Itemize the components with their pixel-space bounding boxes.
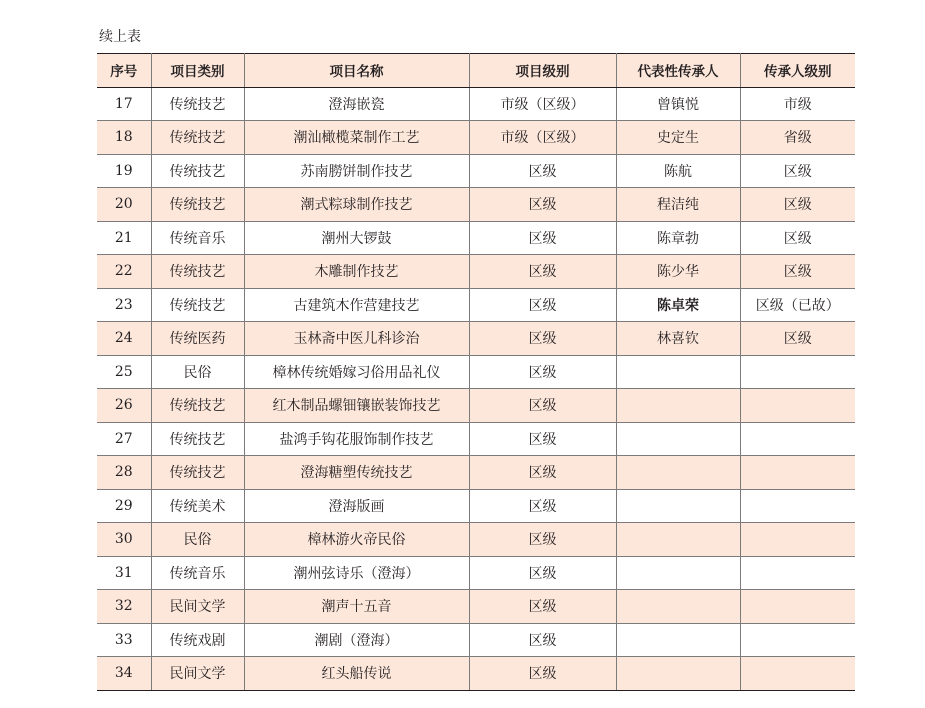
cell-inheritor-level	[740, 389, 855, 423]
cell-category: 民俗	[151, 523, 244, 557]
cell-project-name: 澄海版画	[244, 489, 469, 523]
cell-project-level: 区级	[469, 255, 616, 289]
cell-project-level: 区级	[469, 456, 616, 490]
cell-project-name: 潮汕橄榄菜制作工艺	[244, 121, 469, 155]
cell-index: 31	[97, 556, 151, 590]
cell-category: 传统技艺	[151, 456, 244, 490]
table-body	[97, 87, 855, 690]
cell-category: 民间文学	[151, 590, 244, 624]
cell-inheritor-level	[740, 456, 855, 490]
cell-index: 26	[97, 389, 151, 423]
table-row	[97, 422, 855, 456]
cell-project-name: 古建筑木作营建技艺	[244, 288, 469, 322]
cell-inheritor	[616, 657, 740, 691]
cell-index: 27	[97, 422, 151, 456]
cell-project-level: 区级	[469, 523, 616, 557]
cell-project-level: 区级	[469, 657, 616, 691]
cell-inheritor-level	[740, 489, 855, 523]
cell-category: 传统技艺	[151, 255, 244, 289]
cell-category: 传统音乐	[151, 221, 244, 255]
cell-category: 传统技艺	[151, 422, 244, 456]
cell-project-level: 区级	[469, 623, 616, 657]
cell-project-level: 区级	[469, 590, 616, 624]
cell-inheritor: 陈航	[616, 154, 740, 188]
cell-category: 民间文学	[151, 657, 244, 691]
cell-category: 传统戏剧	[151, 623, 244, 657]
cell-project-level: 区级	[469, 489, 616, 523]
cell-project-name: 樟林游火帝民俗	[244, 523, 469, 557]
cell-index: 20	[97, 188, 151, 222]
cell-inheritor: 陈少华	[616, 255, 740, 289]
cell-index: 22	[97, 255, 151, 289]
cell-inheritor-level	[740, 623, 855, 657]
cell-inheritor-level: 区级	[740, 322, 855, 356]
cell-inheritor	[616, 456, 740, 490]
cell-category: 传统技艺	[151, 154, 244, 188]
cell-inheritor: 曾镇悦	[616, 87, 740, 121]
cell-index: 25	[97, 355, 151, 389]
cell-index: 30	[97, 523, 151, 557]
cell-index: 24	[97, 322, 151, 356]
cell-project-name: 红头船传说	[244, 657, 469, 691]
cell-inheritor-level	[740, 355, 855, 389]
table-row	[97, 523, 855, 557]
cell-inheritor-level: 区级	[740, 221, 855, 255]
header-inheritor: 代表性传承人	[616, 54, 740, 88]
header-project-name: 项目名称	[244, 54, 469, 88]
cell-project-level: 区级	[469, 154, 616, 188]
cell-index: 29	[97, 489, 151, 523]
table-row	[97, 322, 855, 356]
cell-category: 传统技艺	[151, 121, 244, 155]
table-row	[97, 489, 855, 523]
table-row	[97, 556, 855, 590]
cell-inheritor-level	[740, 523, 855, 557]
cell-inheritor	[616, 489, 740, 523]
cell-inheritor: 陈卓荣	[616, 288, 740, 322]
cell-inheritor	[616, 355, 740, 389]
cell-project-name: 澄海糖塑传统技艺	[244, 456, 469, 490]
cell-index: 23	[97, 288, 151, 322]
header-project-level: 项目级别	[469, 54, 616, 88]
cell-project-level: 区级	[469, 322, 616, 356]
table-row	[97, 255, 855, 289]
cell-project-name: 苏南朥饼制作技艺	[244, 154, 469, 188]
cell-inheritor: 林喜钦	[616, 322, 740, 356]
cell-inheritor	[616, 389, 740, 423]
table-row	[97, 389, 855, 423]
cell-category: 传统美术	[151, 489, 244, 523]
cell-category: 民俗	[151, 355, 244, 389]
heritage-table	[97, 53, 855, 691]
cell-category: 传统技艺	[151, 389, 244, 423]
table-row	[97, 288, 855, 322]
cell-category: 传统技艺	[151, 288, 244, 322]
table-row	[97, 657, 855, 691]
table-header-row	[97, 54, 855, 88]
cell-index: 34	[97, 657, 151, 691]
cell-project-level: 区级	[469, 422, 616, 456]
table-row	[97, 456, 855, 490]
cell-category: 传统技艺	[151, 188, 244, 222]
cell-inheritor-level: 区级（已故）	[740, 288, 855, 322]
cell-project-name: 木雕制作技艺	[244, 255, 469, 289]
cell-project-name: 潮剧（澄海）	[244, 623, 469, 657]
cell-project-level: 区级	[469, 288, 616, 322]
cell-inheritor-level	[740, 422, 855, 456]
cell-category: 传统音乐	[151, 556, 244, 590]
cell-index: 28	[97, 456, 151, 490]
cell-inheritor: 陈章勃	[616, 221, 740, 255]
cell-inheritor	[616, 623, 740, 657]
cell-index: 19	[97, 154, 151, 188]
cell-project-level: 区级	[469, 188, 616, 222]
cell-inheritor-level: 区级	[740, 255, 855, 289]
cell-project-level: 区级	[469, 389, 616, 423]
cell-project-level: 区级	[469, 355, 616, 389]
cell-project-level: 区级	[469, 556, 616, 590]
header-inheritor-level: 传承人级别	[740, 54, 855, 88]
cell-inheritor-level: 省级	[740, 121, 855, 155]
cell-inheritor-level	[740, 556, 855, 590]
cell-index: 32	[97, 590, 151, 624]
cell-inheritor: 史定生	[616, 121, 740, 155]
cell-inheritor-level: 区级	[740, 188, 855, 222]
cell-inheritor	[616, 556, 740, 590]
cell-inheritor	[616, 590, 740, 624]
cell-category: 传统技艺	[151, 87, 244, 121]
cell-inheritor-level: 区级	[740, 154, 855, 188]
table-row	[97, 221, 855, 255]
cell-index: 33	[97, 623, 151, 657]
header-category: 项目类别	[151, 54, 244, 88]
table-row	[97, 87, 855, 121]
table-row	[97, 355, 855, 389]
cell-inheritor	[616, 422, 740, 456]
cell-project-name: 樟林传统婚嫁习俗用品礼仪	[244, 355, 469, 389]
cell-project-name: 潮式粽球制作技艺	[244, 188, 469, 222]
cell-project-name: 澄海嵌瓷	[244, 87, 469, 121]
cell-project-level: 区级	[469, 221, 616, 255]
cell-project-name: 玉林斋中医儿科诊治	[244, 322, 469, 356]
cell-category: 传统医药	[151, 322, 244, 356]
cell-project-name: 红木制品螺钿镶嵌装饰技艺	[244, 389, 469, 423]
cell-inheritor: 程洁纯	[616, 188, 740, 222]
table-row	[97, 121, 855, 155]
cell-index: 21	[97, 221, 151, 255]
cell-project-name: 潮州大锣鼓	[244, 221, 469, 255]
table-row	[97, 188, 855, 222]
table-caption: 续上表	[99, 29, 141, 45]
cell-index: 17	[97, 87, 151, 121]
cell-inheritor-level	[740, 590, 855, 624]
cell-inheritor-level	[740, 657, 855, 691]
cell-inheritor	[616, 523, 740, 557]
cell-project-name: 潮声十五音	[244, 590, 469, 624]
header-index: 序号	[97, 54, 151, 88]
table-row	[97, 154, 855, 188]
table-row	[97, 590, 855, 624]
cell-index: 18	[97, 121, 151, 155]
cell-project-name: 盐鸿手钩花服饰制作技艺	[244, 422, 469, 456]
cell-project-level: 市级（区级）	[469, 121, 616, 155]
cell-project-level: 市级（区级）	[469, 87, 616, 121]
table-row	[97, 623, 855, 657]
cell-inheritor-level: 市级	[740, 87, 855, 121]
cell-project-name: 潮州弦诗乐（澄海）	[244, 556, 469, 590]
